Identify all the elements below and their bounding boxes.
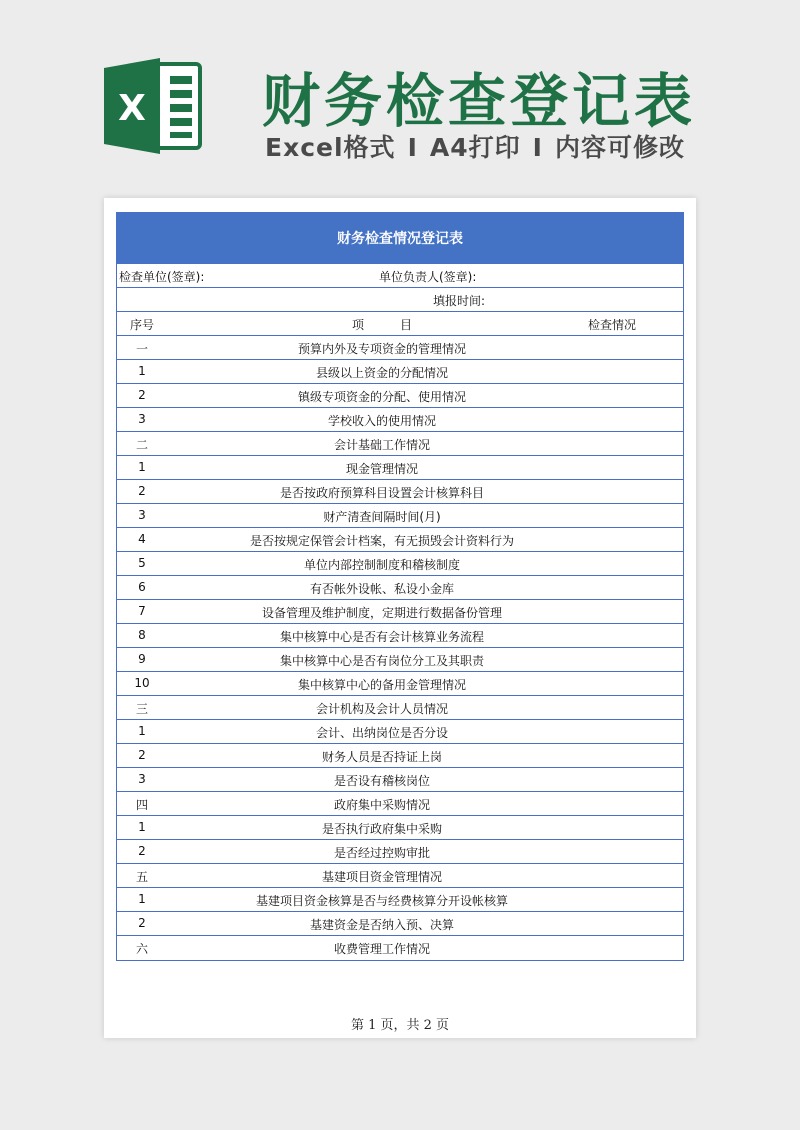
table-title: 财务检查情况登记表	[117, 213, 683, 264]
row-item: 设备管理及维护制度，定期进行数据备份管理	[261, 606, 502, 620]
row-item: 有否帐外设帐、私设小金库	[309, 582, 454, 596]
table-row	[117, 552, 683, 576]
row-item: 收费管理工作情况	[333, 942, 430, 956]
table-row	[117, 432, 683, 456]
table-row	[117, 504, 683, 528]
row-seq: 7	[138, 604, 146, 618]
table-row	[117, 816, 683, 840]
table-row	[117, 696, 683, 720]
subtitle-separator: I	[532, 133, 543, 162]
row-seq: 6	[138, 580, 146, 594]
table-row	[117, 408, 683, 432]
document-page	[104, 198, 696, 1038]
table-row	[117, 600, 683, 624]
table-row	[117, 648, 683, 672]
table-row	[117, 480, 683, 504]
row-item: 集中核算中心是否有岗位分工及其职责	[279, 654, 484, 668]
table-row	[117, 888, 683, 912]
row-item: 集中核算中心的备用金管理情况	[297, 678, 466, 692]
banner-subtitle	[265, 128, 685, 164]
header-item: 项 目	[351, 318, 412, 332]
table-row	[117, 720, 683, 744]
row-item: 集中核算中心是否有会计核算业务流程	[279, 630, 484, 644]
inspection-table	[116, 212, 684, 961]
row-seq: 三	[135, 702, 148, 716]
row-item: 会计、出纳岗位是否分设	[315, 726, 448, 740]
row-seq: 二	[135, 438, 148, 452]
row-item: 是否设有稽核岗位	[333, 774, 430, 788]
row-item: 政府集中采购情况	[333, 798, 430, 812]
subtitle-print: A4打印	[429, 133, 521, 162]
table-row	[117, 840, 683, 864]
row-seq: 1	[138, 364, 146, 378]
row-item: 预算内外及专项资金的管理情况	[297, 342, 466, 356]
row-item: 镇级专项资金的分配、使用情况	[297, 390, 466, 404]
banner	[0, 0, 800, 190]
row-seq: 2	[138, 916, 146, 930]
table-row	[117, 360, 683, 384]
table-row	[117, 936, 683, 960]
row-seq: 2	[138, 748, 146, 762]
row-seq: 六	[135, 942, 148, 956]
row-item: 是否经过控购审批	[333, 846, 430, 860]
row-seq: 2	[138, 388, 146, 402]
row-item: 是否按规定保管会计档案，有无损毁会计资料行为	[249, 534, 514, 548]
subtitle-editable: 内容可修改	[554, 133, 685, 162]
row-item: 是否按政府预算科目设置会计核算科目	[279, 486, 484, 500]
row-seq: 10	[134, 676, 150, 690]
row-seq: 5	[138, 556, 146, 570]
table-row	[117, 864, 683, 888]
row-seq: 1	[138, 724, 146, 738]
row-item: 基建项目资金管理情况	[321, 870, 442, 884]
row-item: 财务人员是否持证上岗	[321, 750, 442, 764]
row-seq: 3	[138, 412, 146, 426]
table-body	[117, 336, 683, 960]
row-item: 会计机构及会计人员情况	[315, 702, 448, 716]
fill-time-label: 填报时间:	[433, 294, 486, 308]
unit-leader-label: 单位负责人(签章):	[379, 270, 477, 284]
row-item: 财产清查间隔时间(月)	[323, 510, 441, 524]
row-item: 县级以上资金的分配情况	[315, 366, 448, 380]
inspect-unit-label: 检查单位(签章):	[119, 270, 205, 284]
signature-row	[117, 264, 683, 288]
table-row	[117, 912, 683, 936]
fill-time-row	[117, 288, 683, 312]
table-row	[117, 336, 683, 360]
subtitle-separator: I	[407, 133, 418, 162]
row-item: 会计基础工作情况	[333, 438, 430, 452]
table-row	[117, 792, 683, 816]
table-row	[117, 624, 683, 648]
excel-icon	[104, 58, 204, 154]
table-row	[117, 672, 683, 696]
table-row	[117, 768, 683, 792]
table-header-row	[117, 312, 683, 336]
subtitle-format: Excel格式	[265, 133, 396, 162]
row-item: 是否执行政府集中采购	[321, 822, 442, 836]
row-seq: 8	[138, 628, 146, 642]
row-seq: 4	[138, 532, 146, 546]
row-item: 学校收入的使用情况	[327, 414, 436, 428]
banner-title: 财务检查登记表	[262, 67, 697, 135]
row-item: 基建资金是否纳入预、决算	[309, 918, 454, 932]
row-item: 基建项目资金核算是否与经费核算分开设帐核算	[255, 894, 508, 908]
row-seq: 9	[138, 652, 146, 666]
header-seq: 序号	[129, 318, 154, 332]
row-seq: 五	[135, 870, 148, 884]
row-item: 现金管理情况	[345, 462, 418, 476]
table-row	[117, 528, 683, 552]
table-row	[117, 384, 683, 408]
svg-text:X: X	[118, 88, 146, 129]
table-row	[117, 744, 683, 768]
header-check: 检查情况	[587, 318, 636, 332]
row-item: 单位内部控制制度和稽核制度	[303, 558, 460, 572]
table-row	[117, 576, 683, 600]
row-seq: 1	[138, 820, 146, 834]
row-seq: 2	[138, 484, 146, 498]
row-seq: 3	[138, 772, 146, 786]
row-seq: 2	[138, 844, 146, 858]
table-row	[117, 456, 683, 480]
row-seq: 四	[135, 798, 148, 812]
row-seq: 1	[138, 892, 146, 906]
page-number: 第 1 页，共 2 页	[350, 1018, 450, 1033]
row-seq: 3	[138, 508, 146, 522]
row-seq: 1	[138, 460, 146, 474]
row-seq: 一	[135, 342, 148, 356]
